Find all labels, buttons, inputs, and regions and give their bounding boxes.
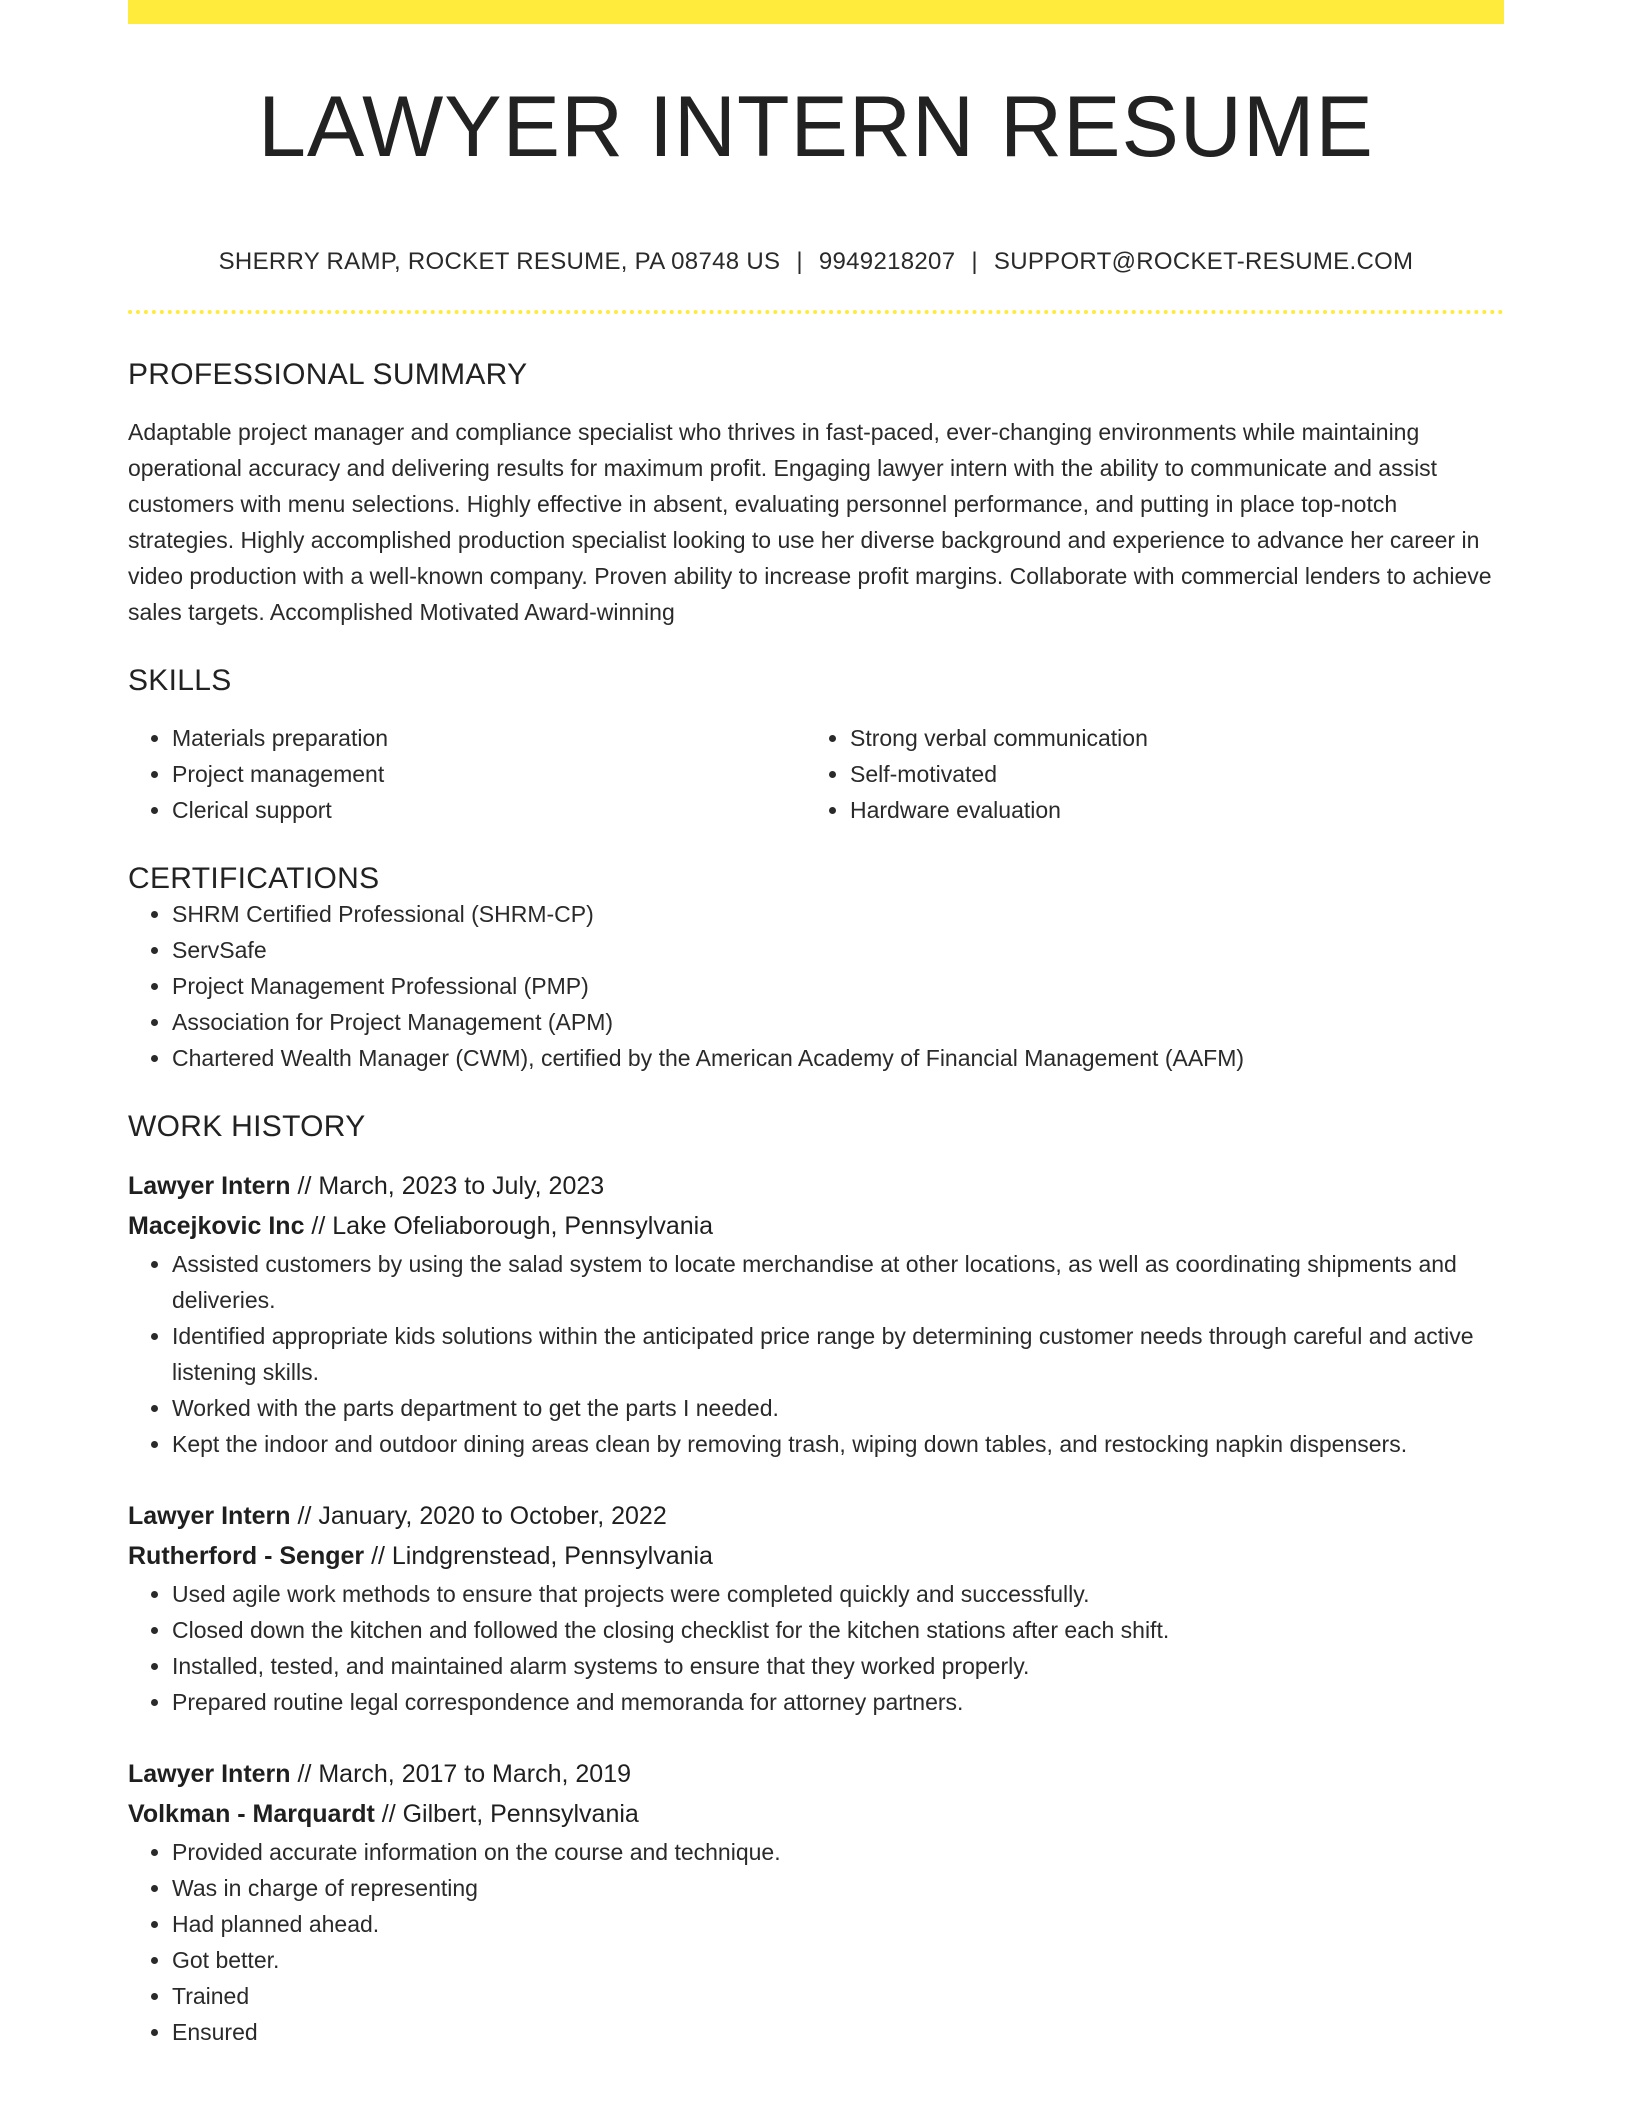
job-company-line xyxy=(128,1536,1504,1576)
certifications-list xyxy=(128,896,1504,1076)
summary-heading: PROFESSIONAL SUMMARY xyxy=(128,358,528,391)
job-entry xyxy=(128,1496,1504,1720)
skill-item: • Self-motivated xyxy=(850,756,1484,792)
job-location: // Lindgrenstead, Pennsylvania xyxy=(364,1542,713,1570)
job-bullet: • Got better. xyxy=(172,1942,1504,1978)
resume-content xyxy=(128,0,1504,2050)
job-entry xyxy=(128,1754,1504,2050)
contact-separator: | xyxy=(971,248,978,275)
certifications-heading: CERTIFICATIONS xyxy=(128,862,380,895)
work-history-heading: WORK HISTORY xyxy=(128,1110,366,1143)
certification-item: • Association for Project Management (APM) xyxy=(172,1004,1504,1040)
accent-bar xyxy=(128,0,1504,24)
job-bullets xyxy=(128,1834,1504,2050)
contact-separator: | xyxy=(796,248,803,275)
skills-heading: SKILLS xyxy=(128,664,232,697)
certification-item: • SHRM Certified Professional (SHRM-CP) xyxy=(172,896,1504,932)
job-company-line xyxy=(128,1794,1504,1834)
job-company: Macejkovic Inc xyxy=(128,1212,305,1240)
job-dates: // January, 2020 to October, 2022 xyxy=(290,1502,667,1530)
job-company: Rutherford - Senger xyxy=(128,1542,365,1570)
job-bullet: • Used agile work methods to ensure that projects were completed quickly and successfully. xyxy=(172,1576,1504,1612)
header-divider xyxy=(128,310,1504,314)
job-location: // Gilbert, Pennsylvania xyxy=(374,1800,639,1828)
job-bullet: • Was in charge of representing xyxy=(172,1870,1504,1906)
job-bullet: • Identified appropriate kids solutions within the anticipated price range by determining customer needs through careful and active listening skills. xyxy=(172,1318,1504,1390)
contact-phone: 9949218207 xyxy=(818,248,956,275)
skill-item: • Clerical support xyxy=(172,792,806,828)
skill-item: • Hardware evaluation xyxy=(850,792,1484,828)
job-bullets xyxy=(128,1246,1504,1462)
job-bullet: • Provided accurate information on the course and technique. xyxy=(172,1834,1504,1870)
job-bullet: • Closed down the kitchen and followed the closing checklist for the kitchen stations after each shift. xyxy=(172,1612,1504,1648)
job-bullet: • Kept the indoor and outdoor dining areas clean by removing trash, wiping down tables, and restocking napkin dispensers. xyxy=(172,1426,1504,1462)
job-dates: // March, 2023 to July, 2023 xyxy=(290,1172,605,1200)
certification-item: • ServSafe xyxy=(172,932,1504,968)
skill-item: • Strong verbal communication xyxy=(850,720,1484,756)
job-role-line xyxy=(128,1754,1504,1794)
summary-text: Adaptable project manager and compliance specialist who thrives in fast-paced, ever-changing environments while maintaining operational accuracy and delivering results for maximum profit. Engaging lawyer intern with the ability to communicate and assist customers with menu selections. Highly effective in absent, evaluating personnel performance, and putting in place top-notch strategies. Highly accomplished production specialist looking to use her diverse background and experience to advance her career in video production with a well-known company. Proven ability to increase profit margins. Collaborate with commercial lenders to achieve sales targets. Accomplished Motivated Award-winning xyxy=(128,419,1492,625)
job-bullet: • Installed, tested, and maintained alarm systems to ensure that they worked properly. xyxy=(172,1648,1504,1684)
job-company-line xyxy=(128,1206,1504,1246)
job-role-line xyxy=(128,1166,1504,1206)
job-dates: // March, 2017 to March, 2019 xyxy=(290,1760,632,1788)
skill-item: • Project management xyxy=(172,756,806,792)
contact-email: SUPPORT@ROCKET-RESUME.COM xyxy=(993,248,1414,275)
contact-line xyxy=(128,248,1504,276)
skills-column-left xyxy=(128,720,806,828)
resume-title: LAWYER INTERN RESUME xyxy=(258,79,1374,175)
job-role: Lawyer Intern xyxy=(128,1172,291,1200)
job-bullet: • Assisted customers by using the salad system to locate merchandise at other locations, as well as coordinating shipments and deliveries. xyxy=(172,1246,1504,1318)
certification-item: • Chartered Wealth Manager (CWM), certified by the American Academy of Financial Management (AAFM) xyxy=(172,1040,1504,1076)
job-location: // Lake Ofeliaborough, Pennsylvania xyxy=(304,1212,714,1240)
skills-grid xyxy=(128,720,1504,828)
certification-item: • Project Management Professional (PMP) xyxy=(172,968,1504,1004)
job-bullets xyxy=(128,1576,1504,1720)
job-bullet: • Trained xyxy=(172,1978,1504,2014)
contact-address: SHERRY RAMP, ROCKET RESUME, PA 08748 US xyxy=(218,248,781,275)
job-bullet: • Worked with the parts department to get the parts I needed. xyxy=(172,1390,1504,1426)
job-role: Lawyer Intern xyxy=(128,1502,291,1530)
skill-item: • Materials preparation xyxy=(172,720,806,756)
job-bullet: • Ensured xyxy=(172,2014,1504,2050)
job-role: Lawyer Intern xyxy=(128,1760,291,1788)
job-entry xyxy=(128,1166,1504,1462)
job-bullet: • Prepared routine legal correspondence and memoranda for attorney partners. xyxy=(172,1684,1504,1720)
job-role-line xyxy=(128,1496,1504,1536)
job-company: Volkman - Marquardt xyxy=(128,1800,375,1828)
job-bullet: • Had planned ahead. xyxy=(172,1906,1504,1942)
skills-column-right xyxy=(806,720,1484,828)
